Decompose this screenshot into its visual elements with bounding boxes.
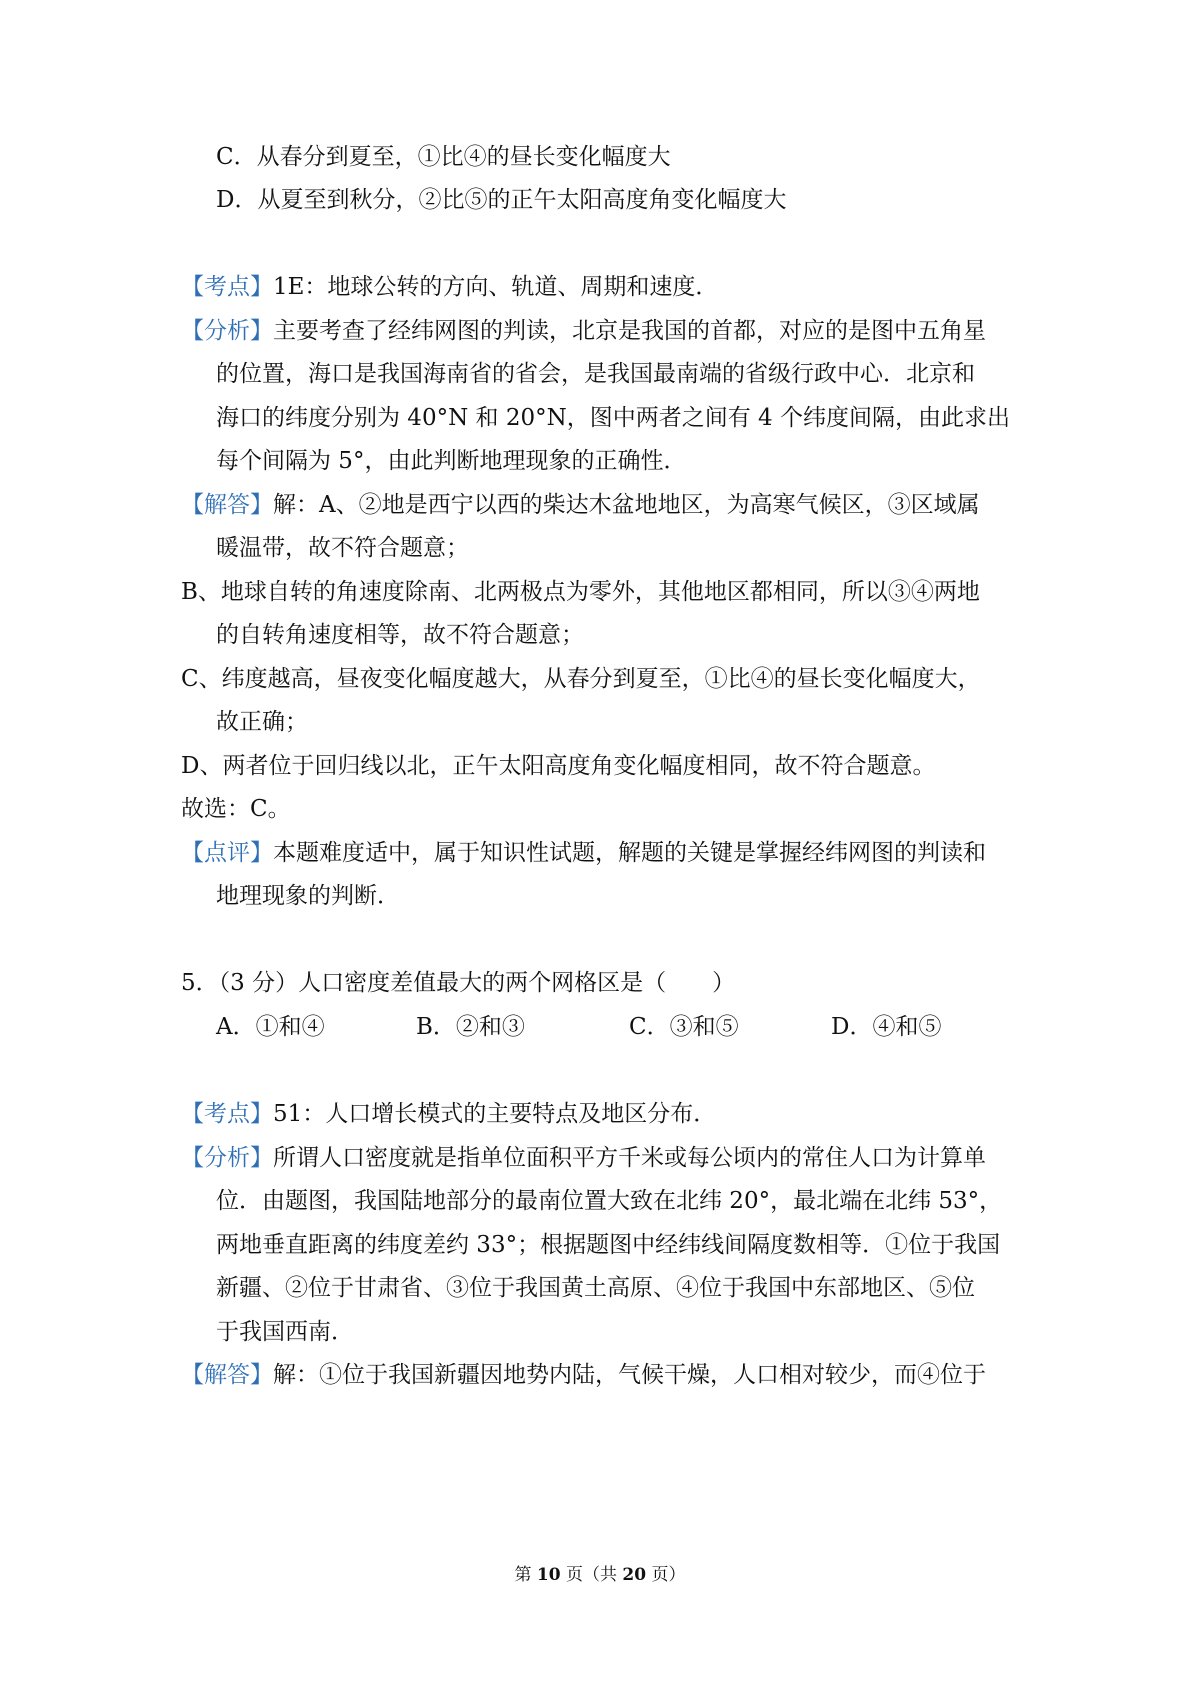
jieda-line: C、纬度越高，昼夜变化幅度越大，从春分到夏至，①比④的昼长变化幅度大， <box>181 666 981 692</box>
page-footer <box>0 1563 1200 1587</box>
jieda-line: D、两者位于回归线以北，正午太阳高度角变化幅度相同，故不符合题意。 <box>181 753 936 779</box>
footer-suffix: 页） <box>646 1565 686 1585</box>
fenxi-tag: 【分析】 <box>181 1145 273 1171</box>
jieda-tag: 【解答】 <box>181 492 273 518</box>
answer-line: 故选：C。 <box>181 796 291 822</box>
option-a: A．①和④ <box>216 1014 325 1040</box>
dianping-tag: 【点评】 <box>181 840 273 866</box>
option-d: D．④和⑤ <box>831 1014 942 1040</box>
option-b: B．②和③ <box>416 1014 525 1040</box>
jieda-tag: 【解答】 <box>181 1362 273 1388</box>
jieda-line: 解：①位于我国新疆因地势内陆，气候干燥，人口相对较少，而④位于 <box>273 1362 986 1388</box>
kaodian-text: 51：人口增长模式的主要特点及地区分布． <box>273 1101 717 1127</box>
jieda-line: 故正确； <box>216 709 308 735</box>
q4-fenxi <box>181 316 986 346</box>
fenxi-line: 新疆、②位于甘肃省、③位于我国黄土高原、④位于我国中东部地区、⑤位 <box>216 1275 975 1301</box>
q5-kaodian <box>181 1099 716 1129</box>
footer-mid: 页（共 <box>560 1565 623 1585</box>
kaodian-tag: 【考点】 <box>181 1101 273 1127</box>
dianping-line: 本题难度适中，属于知识性试题，解题的关键是掌握经纬网图的判读和 <box>273 840 986 866</box>
page-number: 10 <box>536 1565 561 1585</box>
fenxi-line: 主要考查了经纬网图的判读，北京是我国的首都，对应的是图中五角星 <box>273 318 986 344</box>
q4-kaodian <box>181 272 718 302</box>
total-pages: 20 <box>622 1565 647 1585</box>
option-d-prev: D．从夏至到秋分，②比⑤的正午太阳高度角变化幅度大 <box>216 187 787 213</box>
kaodian-tag: 【考点】 <box>181 274 273 300</box>
dianping-line: 地理现象的判断． <box>216 883 400 909</box>
q5-fenxi <box>181 1143 986 1173</box>
q4-dianping <box>181 838 986 868</box>
jieda-line: 解：A、②地是西宁以西的柴达木盆地地区，为高寒气候区，③区域属 <box>273 492 980 518</box>
footer-prefix: 第 <box>514 1565 537 1585</box>
q5-stem: 5．（3 分）人口密度差值最大的两个网格区是（ ） <box>181 970 736 996</box>
fenxi-line: 海口的纬度分别为 40°N 和 20°N，图中两者之间有 4 个纬度间隔，由此求出 <box>216 405 1010 431</box>
fenxi-line: 所谓人口密度就是指单位面积平方千米或每公顷内的常住人口为计算单 <box>273 1145 986 1171</box>
jieda-line: 暖温带，故不符合题意； <box>216 535 469 561</box>
kaodian-text: 1E：地球公转的方向、轨道、周期和速度． <box>273 274 719 300</box>
option-c-prev: C．从春分到夏至，①比④的昼长变化幅度大 <box>216 144 671 170</box>
option-c: C．③和⑤ <box>629 1014 739 1040</box>
jieda-line: 的自转角速度相等，故不符合题意； <box>216 622 584 648</box>
fenxi-line: 于我国西南． <box>216 1319 354 1345</box>
q5-jieda <box>181 1360 986 1390</box>
fenxi-line: 位．由题图，我国陆地部分的最南位置大致在北纬 20°，最北端在北纬 53°， <box>216 1188 1003 1214</box>
fenxi-line: 两地垂直距离的纬度差约 33°；根据题图中经纬线间隔度数相等．①位于我国 <box>216 1232 1001 1258</box>
q4-jieda <box>181 490 980 520</box>
jieda-line: B、地球自转的角速度除南、北两极点为零外，其他地区都相同，所以③④两地 <box>181 579 980 605</box>
fenxi-line: 每个间隔为 5°，由此判断地理现象的正确性． <box>216 448 687 474</box>
fenxi-tag: 【分析】 <box>181 318 273 344</box>
fenxi-line: 的位置，海口是我国海南省的省会，是我国最南端的省级行政中心．北京和 <box>216 361 975 387</box>
